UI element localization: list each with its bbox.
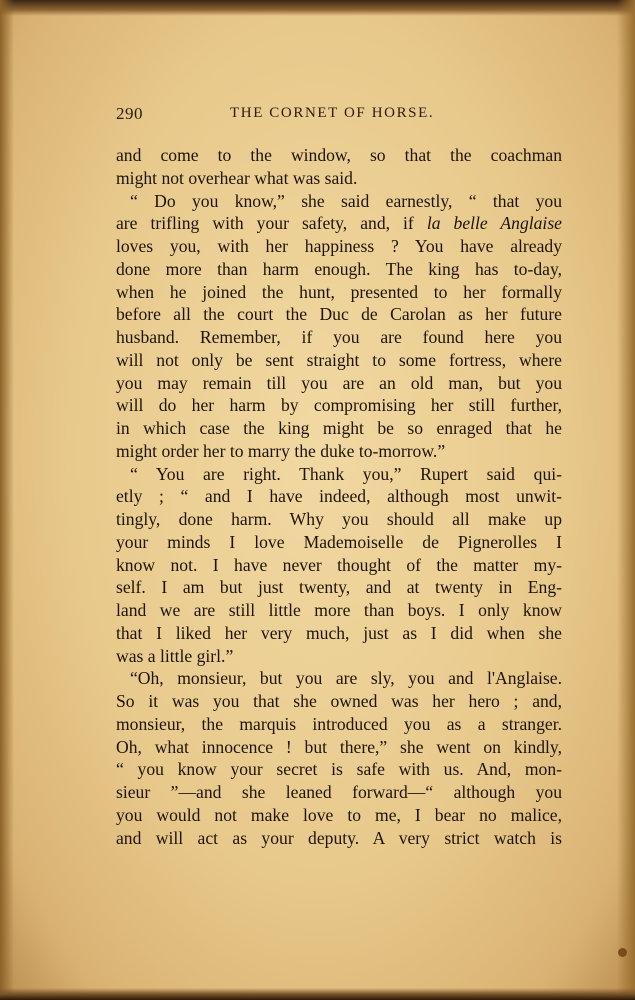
ink-spot	[618, 948, 627, 957]
text-line: “ Do you know,” she said earnestly, “ that you	[130, 190, 562, 211]
text-line: will do her harm by compromising her still further,	[116, 395, 562, 416]
body-text	[116, 144, 562, 849]
text-line: Oh, what innocence ! but there,” she went on kindly,	[116, 736, 562, 757]
text-line: loves you, with her happiness ? You have already	[116, 236, 562, 256]
text-line: So it was you that she owned was her hero ; and,	[116, 691, 562, 711]
text-line: done more than harm enough. The king has to-day,	[116, 258, 562, 279]
text-line: and will act as your deputy. A very strict watch is	[116, 827, 562, 848]
text-line: “Oh, monsieur, but you are sly, you and l'Anglaise.	[130, 668, 562, 689]
text-line	[116, 212, 562, 235]
text-line: might not overhear what was said.	[116, 167, 358, 188]
page-top-edge	[0, 0, 635, 16]
text-line: “ you know your secret is safe with us. And, mon-	[116, 759, 562, 780]
text-line: tingly, done harm. Why you should all make up	[116, 509, 562, 529]
text-span: are trifling with your safety, and, if	[116, 213, 427, 234]
page-number: 290	[116, 104, 143, 123]
text-line: before all the court the Duc de Carolan as her future	[116, 304, 562, 325]
text-line: when he joined the hunt, presented to her formally	[116, 281, 562, 302]
text-line: you may remain till you are an old man, but you	[116, 372, 562, 393]
text-line: and come to the window, so that the coachman	[116, 145, 562, 165]
text-line: husband. Remember, if you are found here you	[116, 327, 562, 347]
italic-phrase: la belle Anglaise	[426, 213, 562, 234]
text-line: will not only be sent straight to some fortress, where	[116, 349, 562, 370]
text-line: etly ; “ and I have indeed, although most unwit-	[116, 486, 562, 507]
text-line: self. I am but just twenty, and at twenty in Eng-	[116, 577, 562, 598]
running-header	[116, 104, 562, 130]
page-right-edge	[617, 0, 635, 1000]
page-left-edge	[0, 0, 14, 1000]
text-line: was a little girl.”	[116, 645, 234, 666]
text-line: land we are still little more than boys. I only know	[116, 600, 562, 620]
text-line: “ You are right. Thank you,” Rupert said qui-	[130, 463, 562, 484]
text-line: know not. I have never thought of the matter my-	[116, 554, 562, 575]
text-line: sieur ”—and she leaned forward—“ although you	[116, 782, 562, 802]
text-line: you would not make love to me, I bear no malice,	[116, 804, 562, 825]
text-line: that I liked her very much, just as I did when she	[116, 622, 562, 643]
text-line: in which case the king might be so enraged that he	[116, 418, 562, 438]
text-line: monsieur, the marquis introduced you as a stranger.	[116, 713, 562, 734]
running-title: THE CORNET OF HORSE.	[230, 105, 435, 121]
text-line: your minds I love Mademoiselle de Pignerolles I	[116, 531, 562, 552]
page-bottom-edge	[0, 988, 635, 1000]
text-line: might order her to marry the duke to-morrow.”	[116, 440, 446, 461]
